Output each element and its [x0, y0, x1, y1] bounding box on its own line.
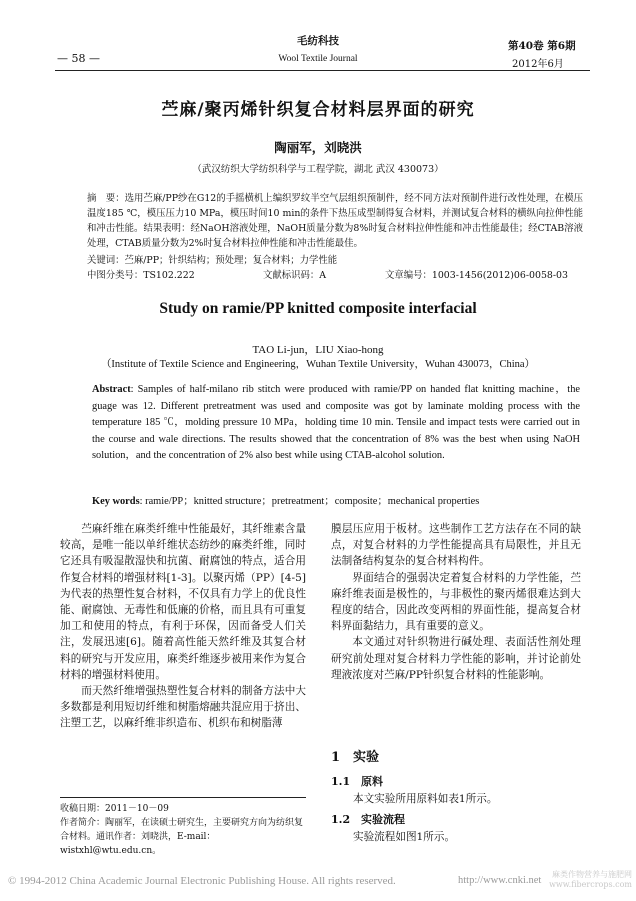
body-column-left — [60, 521, 306, 732]
section-1-2-text: 实验流程如图1所示。 — [353, 831, 456, 843]
class-number: 中图分类号：TS102.222 — [87, 270, 195, 281]
issue-date: 2012年6月 — [512, 59, 564, 70]
authors-en: TAO Li-jun，LIU Xiao-hong — [252, 344, 384, 356]
copyright-link[interactable]: http://www.cnki.net — [458, 875, 542, 886]
section-1-1-text: 本文实验所用原料如表1所示。 — [353, 793, 498, 805]
copyright-notice: © 1994-2012 China Academic Journal Electronic Publishing House. All rights reserved. — [8, 875, 396, 887]
section-title: 原料 — [361, 775, 383, 788]
paragraph: 膜层压应用于板材。这些制作工艺方法存在不同的缺点，对复合材料的力学性能提高具有局限性，并且无法制备结构复杂的复合材料构件。 — [331, 523, 581, 568]
paragraph: 本文通过对针织物进行碱处理、表面活性剂处理研究前处理对复合材料力学性能的影响，并讨论前处理液浓度对苎麻/PP针织复合材料的性能影响。 — [331, 636, 581, 681]
paragraph: 苎麻纤维在麻类纤维中性能最好，其纤维素含量较高，是唯一能以单纤维状态纺纱的麻类纤维，同时它还具有吸湿散湿快和抗菌、耐腐蚀的特点，适合用作复合材料的增强材料[1-3]。以聚丙烯（PP）[4-5]为代表的热塑性复合材料，不仅具有力学上的优良性能、耐腐蚀、无毒性和低廉的价格，而且具有可重复加工和使用的特点，有利于环保，因而备受人们关注，发展迅速[6]。随着高性能天然纤维及其复合材料的研究与开发应用，麻类纤维逐步被用来作为复合材料的增强材料使用。 — [60, 523, 306, 681]
title-cn: 苎麻/聚丙烯针织复合材料层界面的研究 — [161, 100, 475, 120]
volume-issue: 第40卷 第6期 — [508, 40, 576, 52]
article-number: 文章编号：1003-1456(2012)06-0058-03 — [385, 270, 568, 281]
section-number: 1.1 — [331, 775, 351, 788]
section-number: 1.2 — [331, 813, 351, 826]
keywords-cn: 关键词：苎麻/PP；针织结构；预处理；复合材料；力学性能 — [87, 255, 338, 266]
body-column-right — [331, 521, 581, 683]
section-1-heading — [331, 746, 379, 765]
keywords-en-label: Key words — [92, 496, 140, 507]
section-title: 实验 — [353, 750, 380, 765]
section-number: 1 — [331, 750, 341, 765]
keywords-en-text: : ramie/PP；knitted structure；pretreatment；composite；mechanical properties — [139, 496, 480, 507]
affiliation-en: （Institute of Textile Science and Engineering，Wuhan Textile University，Wuhan 430073，China） — [100, 359, 536, 370]
abstract-en — [92, 382, 580, 465]
authors-cn: 陶丽军，刘晓洪 — [274, 140, 362, 155]
section-title: 实验流程 — [361, 813, 405, 826]
title-en: Study on ramie/PP knitted composite interfacial — [159, 300, 477, 317]
received-date: 收稿日期：2011－10－09 — [60, 804, 169, 814]
journal-name-en: Wool Textile Journal — [278, 54, 358, 64]
affiliation-cn: （武汉纺织大学纺织科学与工程学院，湖北 武汉 430073） — [192, 164, 444, 175]
section-1-1-heading — [331, 773, 383, 789]
abstract-en-label: Abstract — [92, 384, 131, 395]
abstract-en-text: : Samples of half-milano rib stitch were produced with ramie/PP on handed flat knitting machine，the guage was 12. Different pretreatment was used and composite was got by laminate molding process with the temperature 185 ℃，molding pressure 10 MPa，holding time 10 min. Tensile and impact tests were carried out in the course and wale directions. The results showed that the concentration of 8% was the best when using NaOH solution，and the concentration of 2% also best while using CTAB-alcohol solution. — [92, 384, 580, 461]
keywords-en — [92, 492, 580, 507]
author-info: 作者简介：陶丽军，在读硕士研究生，主要研究方向为纺织复合材料。通讯作者：刘晓洪，E-mail：wistxhl@wtu.edu.cn。 — [60, 818, 304, 856]
paragraph: 界面结合的强弱决定着复合材料的力学性能，苎麻纤维表面是极性的，与非极性的聚丙烯很难达到大程度的结合，因此改变两相的界面性能，提高复合材料界面黏结力，具有重要的意义。 — [331, 571, 581, 633]
footnote-rule — [60, 797, 306, 798]
footnote — [60, 802, 310, 858]
watermark: 麻类作物营养与施肥网 www.fibercrops.com — [549, 870, 632, 889]
abstract-cn: 摘 要：选用苎麻/PP纱在G12的手摇横机上编织罗纹半空气层组织预制件，经不同方法对预制件进行改性处理，在模压温度185 ℃，模压压力10 MPa，模压时间10 min的条件下热压成型制得复合材料，并测试复合材料的横纵向拉伸性能和冲击性能。结果表明：经NaOH溶液处理，NaOH质量分数为8%时复合材料拉伸性能和冲击性能最佳；经CTAB溶液处理，CTAB质量分数为2%时复合材料拉伸性能和冲击性能最佳。 — [87, 193, 583, 249]
page-number: — 58 — — [57, 52, 100, 65]
document-code: 文献标识码：A — [263, 270, 327, 281]
header-rule — [55, 70, 590, 71]
section-1-2-heading — [331, 811, 405, 827]
paragraph: 而天然纤维增强热塑性复合材料的制备方法中大多数都是利用短切纤维和树脂熔融共混应用于挤出、注塑工艺，以麻纤维非织造布、机织布和树脂薄 — [60, 685, 306, 730]
journal-name-cn: 毛纺科技 — [297, 35, 339, 47]
